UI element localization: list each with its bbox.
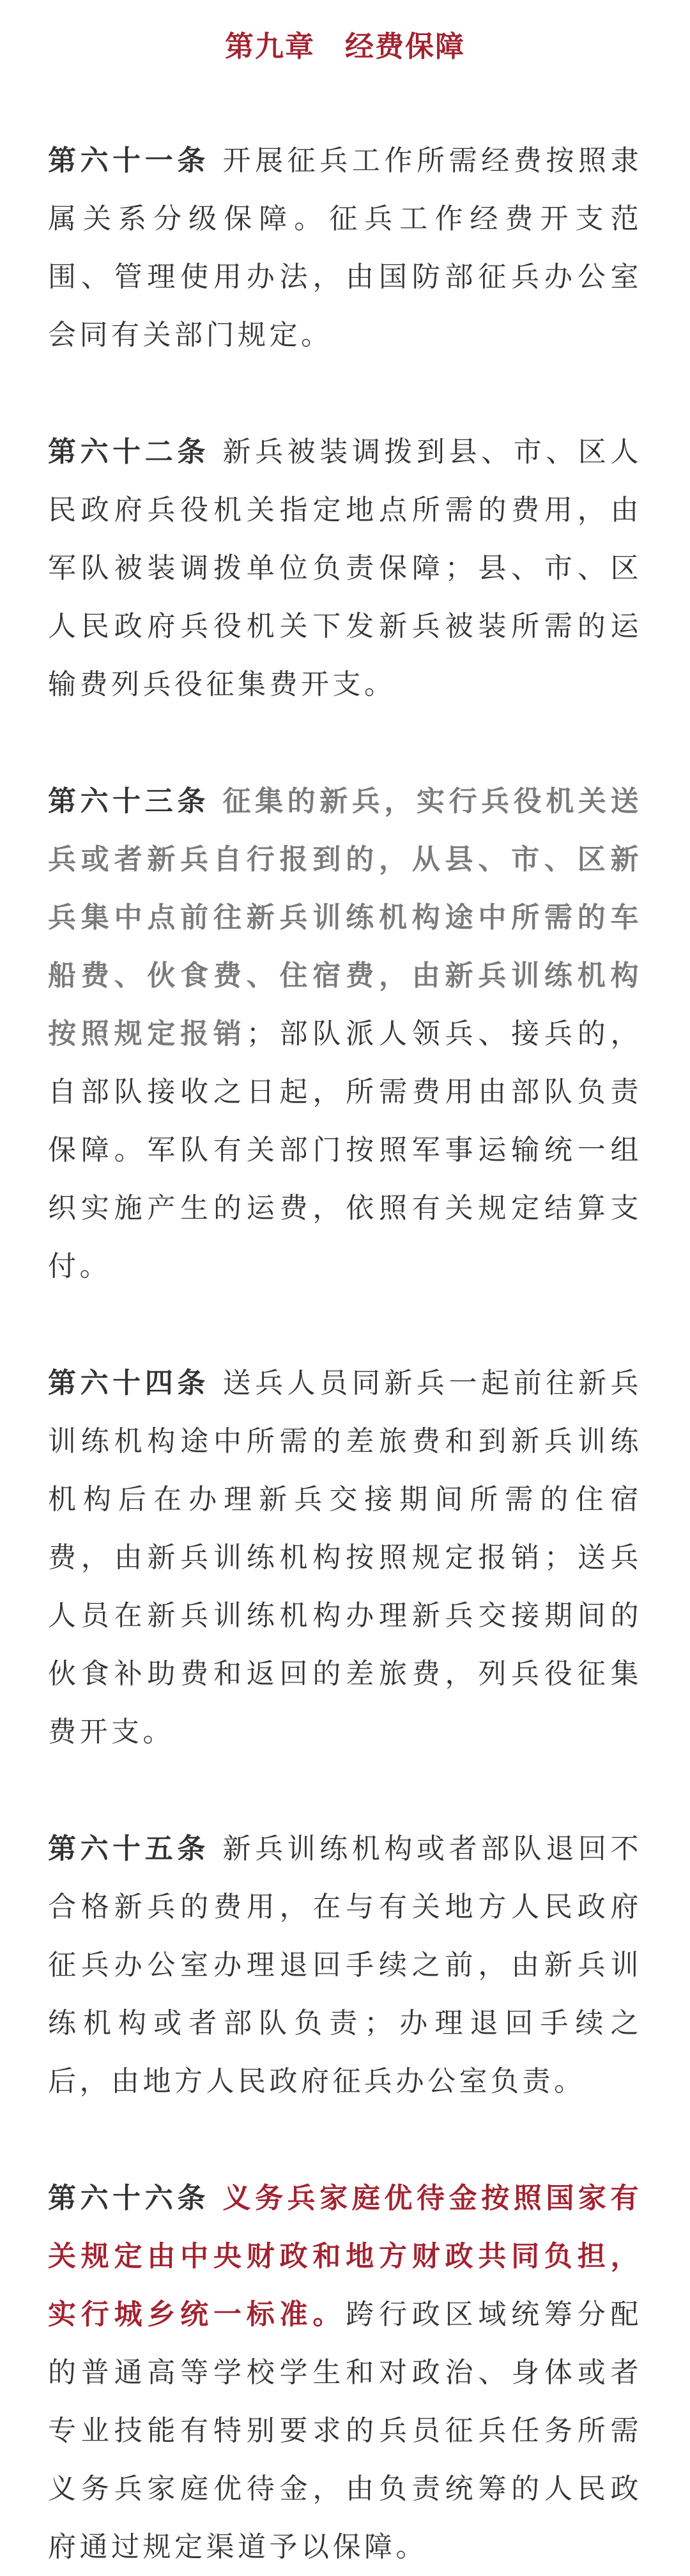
article-number: 第六十四条 [48,1367,210,1399]
article-66 [48,2169,642,2576]
article-number: 第六十一条 [48,144,210,177]
article-number: 第六十六条 [48,2182,210,2214]
article-number: 第六十三条 [48,785,210,818]
article-64 [48,1354,642,1761]
article-number: 第六十五条 [48,1833,210,1865]
article-text: 跨行政区域统筹分配的普通高等学校学生和对政治、身体或者专业技能有特别要求的兵员征兵任务所需义务兵家庭优待金，由负责统筹的人民政府通过规定渠道予以保障。 [48,2298,643,2563]
article-65 [48,1820,642,2110]
article-text: 开展征兵工作所需经费按照隶属关系分级保障。征兵工作经费开支范围、管理使用办法，由国防部征兵办公室会同有关部门规定。 [48,144,642,351]
article-text: ；部队派人领兵、接兵的，自部队接收之日起，所需费用由部队负责保障。军队有关部门按照军事运输统一组织实施产生的运费，依照有关规定结算支付。 [48,1017,642,1283]
article-text: 送兵人员同新兵一起前往新兵训练机构途中所需的差旅费和到新兵训练机构后在办理新兵交接期间所需的住宿费，由新兵训练机构按照规定报销；送兵人员在新兵训练机构办理新兵交接期间的伙食补助费和返回的差旅费，列兵役征集费开支。 [48,1367,642,1748]
article-62 [48,423,642,713]
article-61 [48,132,642,364]
article-emphasis-text: 征集的新兵，实行兵役机关送兵或者新兵自行报到的，从县、市、区新兵集中点前往新兵训练机构途中所需的车船费、伙食费、住宿费，由新兵训练机构按照规定报销 [48,785,642,1050]
article-text: 新兵训练机构或者部队退回不合格新兵的费用，在与有关地方人民政府征兵办公室办理退回手续之前，由新兵训练机构或者部队负责；办理退回手续之后，由地方人民政府征兵办公室负责。 [48,1833,642,2098]
article-highlight-text: 义务兵家庭优待金按照国家有关规定由中央财政和地方财政共同负担，实行城乡统一标准。 [48,2182,642,2331]
chapter-title: 第九章 经费保障 [224,29,465,63]
article-number: 第六十二条 [48,436,210,468]
article-63 [48,772,642,1295]
article-text: 新兵被装调拨到县、市、区人民政府兵役机关指定地点所需的费用，由军队被装调拨单位负责保障；县、市、区人民政府兵役机关下发新兵被装所需的运输费列兵役征集费开支。 [48,436,642,701]
